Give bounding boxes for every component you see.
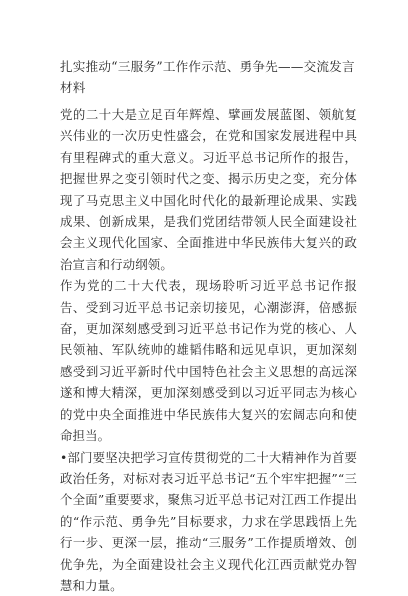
document-title: 扎实推动“三服务”工作作示范、勇争先——交流发言材料 xyxy=(60,56,357,98)
paragraph-department: •部门要坚决把学习宣传贯彻党的二十大精神作为首要政治任务，对标对表习近平总书记“五个牢牢把握”“三个全面”重要要求，聚焦习近平总书记对江西工作提出的“作示范、勇争先”目标要求，力求在学思践悟上先行一步、更深一层，推动“三服务”工作提质增效、创优争先，为全面建设社会主义现代化江西贡献党办智慧和力量。 xyxy=(60,447,357,596)
paragraph-delegate: 作为党的二十大代表，现场聆听习近平总书记作报告、受到习近平总书记亲切接见，心潮澎湃，倍感振奋，更加深刻感受到习近平总书记作为党的核心、人民领袖、军队统帅的雄韬伟略和远见卓识，更加深刻感受到习近平新时代中国特色社会主义思想的高远深遂和博大精深，更加深刻感受到以习近平同志为核心的党中央全面推进中华民族伟大复兴的宏阔志向和使命担当。 xyxy=(60,275,357,446)
paragraph-intro: 党的二十大是立足百年辉煌、擘画发展蓝图、领航复兴伟业的一次历史性盛会，在党和国家发展进程中具有里程碑式的重大意义。习近平总书记所作的报告，把握世界之变引领时代之变、揭示历史之变，充分体现了马克思主义中国化时代化的最新理论成果、实践成果、创新成果，是我们党团结带领人民全面建设社会主义现代化国家、全面推进中华民族伟大复兴的政治宣言和行动纲领。 xyxy=(60,104,357,275)
